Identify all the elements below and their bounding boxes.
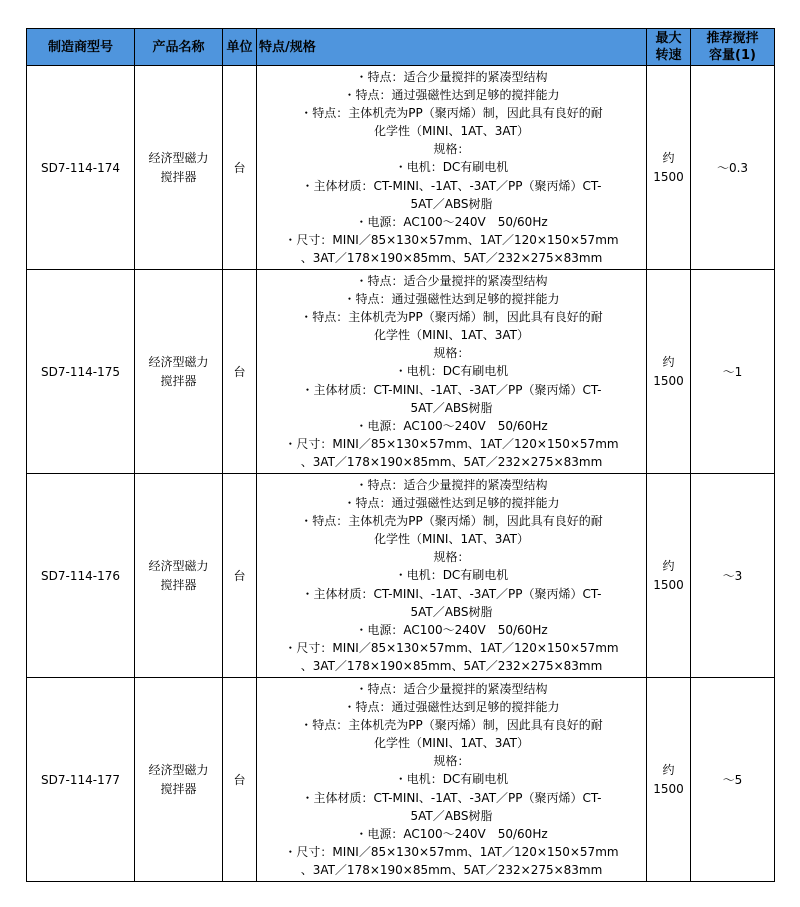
spec-line: 5AT／ABS树脂 [410,196,493,211]
spec-line: ・电机：DC有刷电机 [394,568,509,583]
spec-line: 规格： [433,142,470,157]
speed-cell [647,474,691,678]
spec-line: ・电机：DC有刷电机 [394,160,509,175]
header-unit: 单位 [223,29,257,66]
product-name-cell [135,474,223,678]
header-spec: 特点/规格 [257,29,647,66]
spec-line: ・主体材质：CT-MINI、-1AT、-3AT／PP（聚丙烯）CT- [301,790,602,805]
spec-line: ・电源：AC100～240V 50/60Hz [355,622,548,637]
header-speed-line-1: 最大 [655,31,682,46]
model-cell: SD7-114-176 [27,474,135,678]
spec-line: ・特点：通过强磁性达到足够的搅拌能力 [343,88,560,103]
header-capacity-line-2: 容量(1) [709,48,756,63]
product-name-line: 经济型磁力 [148,150,209,165]
spec-line: ・电源：AC100～240V 50/60Hz [355,826,548,841]
product-name-line: 经济型磁力 [148,558,209,573]
capacity-cell: ～1 [691,270,775,474]
spec-line: ・特点：适合少量搅拌的紧凑型结构 [355,273,548,288]
spec-line: ・尺寸：MINI／85×130×57mm、1AT／120×150×57mm [284,844,619,859]
capacity-cell: ～0.3 [691,66,775,270]
spec-line: 、3AT／178×190×85mm、5AT／232×275×83mm [300,454,603,469]
speed-cell [647,270,691,474]
spec-line: ・主体材质：CT-MINI、-1AT、-3AT／PP（聚丙烯）CT- [301,586,602,601]
unit-cell: 台 [223,270,257,474]
spec-line: 5AT／ABS树脂 [410,604,493,619]
model-cell: SD7-114-175 [27,270,135,474]
speed-line: 1500 [653,577,684,592]
product-name-line: 经济型磁力 [148,354,209,369]
spec-line: ・主体材质：CT-MINI、-1AT、-3AT／PP（聚丙烯）CT- [301,382,602,397]
spec-line: ・特点：适合少量搅拌的紧凑型结构 [355,69,548,84]
spec-line: 化学性（MINI、1AT、3AT） [374,736,529,751]
spec-line: ・特点：主体机壳为PP（聚丙烯）制，因此具有良好的耐 [300,106,603,121]
model-cell: SD7-114-177 [27,678,135,882]
spec-cell [257,678,647,882]
spec-cell [257,270,647,474]
spec-line: ・特点：主体机壳为PP（聚丙烯）制，因此具有良好的耐 [300,310,603,325]
product-name-line: 经济型磁力 [148,762,209,777]
capacity-cell: ～3 [691,474,775,678]
spec-line: ・电机：DC有刷电机 [394,772,509,787]
unit-cell: 台 [223,474,257,678]
header-capacity [691,29,775,66]
product-name-cell [135,678,223,882]
spec-line: ・尺寸：MINI／85×130×57mm、1AT／120×150×57mm [284,232,619,247]
speed-line: 1500 [653,169,684,184]
spec-line: 规格： [433,346,470,361]
product-name-line: 搅拌器 [160,373,197,388]
model-cell: SD7-114-174 [27,66,135,270]
product-name-cell [135,66,223,270]
spec-line: 规格： [433,550,470,565]
unit-cell: 台 [223,66,257,270]
table-row [27,474,775,678]
speed-line: 约 [662,354,675,369]
speed-line: 1500 [653,373,684,388]
unit-cell: 台 [223,678,257,882]
speed-cell [647,66,691,270]
spec-line: ・特点：通过强磁性达到足够的搅拌能力 [343,496,560,511]
spec-line: 、3AT／178×190×85mm、5AT／232×275×83mm [300,862,603,877]
product-name-cell [135,270,223,474]
spec-line: 化学性（MINI、1AT、3AT） [374,124,529,139]
table-row [27,678,775,882]
spec-line: 、3AT／178×190×85mm、5AT／232×275×83mm [300,250,603,265]
speed-line: 1500 [653,781,684,796]
product-name-line: 搅拌器 [160,781,197,796]
product-name-line: 搅拌器 [160,169,197,184]
spec-line: ・主体材质：CT-MINI、-1AT、-3AT／PP（聚丙烯）CT- [301,178,602,193]
spec-line: ・电源：AC100～240V 50/60Hz [355,214,548,229]
header-name: 产品名称 [135,29,223,66]
speed-cell [647,678,691,882]
spec-line: ・特点：通过强磁性达到足够的搅拌能力 [343,292,560,307]
spec-line: 化学性（MINI、1AT、3AT） [374,532,529,547]
spec-line: 规格： [433,754,470,769]
spec-line: ・特点：主体机壳为PP（聚丙烯）制，因此具有良好的耐 [300,514,603,529]
spec-line: ・特点：主体机壳为PP（聚丙烯）制，因此具有良好的耐 [300,718,603,733]
header-model: 制造商型号 [27,29,135,66]
spec-line: ・尺寸：MINI／85×130×57mm、1AT／120×150×57mm [284,436,619,451]
speed-line: 约 [662,762,675,777]
spec-line: ・特点：适合少量搅拌的紧凑型结构 [355,681,548,696]
spec-line: ・电源：AC100～240V 50/60Hz [355,418,548,433]
header-row [27,29,775,66]
table-row [27,270,775,474]
capacity-cell: ～5 [691,678,775,882]
spec-line: ・特点：通过强磁性达到足够的搅拌能力 [343,700,560,715]
speed-line: 约 [662,150,675,165]
spec-line: 化学性（MINI、1AT、3AT） [374,328,529,343]
spec-line: 5AT／ABS树脂 [410,400,493,415]
spec-cell [257,66,647,270]
spec-line: ・特点：适合少量搅拌的紧凑型结构 [355,477,548,492]
header-speed-line-2: 转速 [655,48,682,63]
spec-line: 、3AT／178×190×85mm、5AT／232×275×83mm [300,658,603,673]
spec-line: ・电机：DC有刷电机 [394,364,509,379]
speed-line: 约 [662,558,675,573]
spec-cell [257,474,647,678]
header-capacity-line-1: 推荐搅拌 [706,31,759,46]
header-speed [647,29,691,66]
product-name-line: 搅拌器 [160,577,197,592]
spec-line: 5AT／ABS树脂 [410,808,493,823]
table-row [27,66,775,270]
product-spec-table [26,28,775,882]
spec-line: ・尺寸：MINI／85×130×57mm、1AT／120×150×57mm [284,640,619,655]
